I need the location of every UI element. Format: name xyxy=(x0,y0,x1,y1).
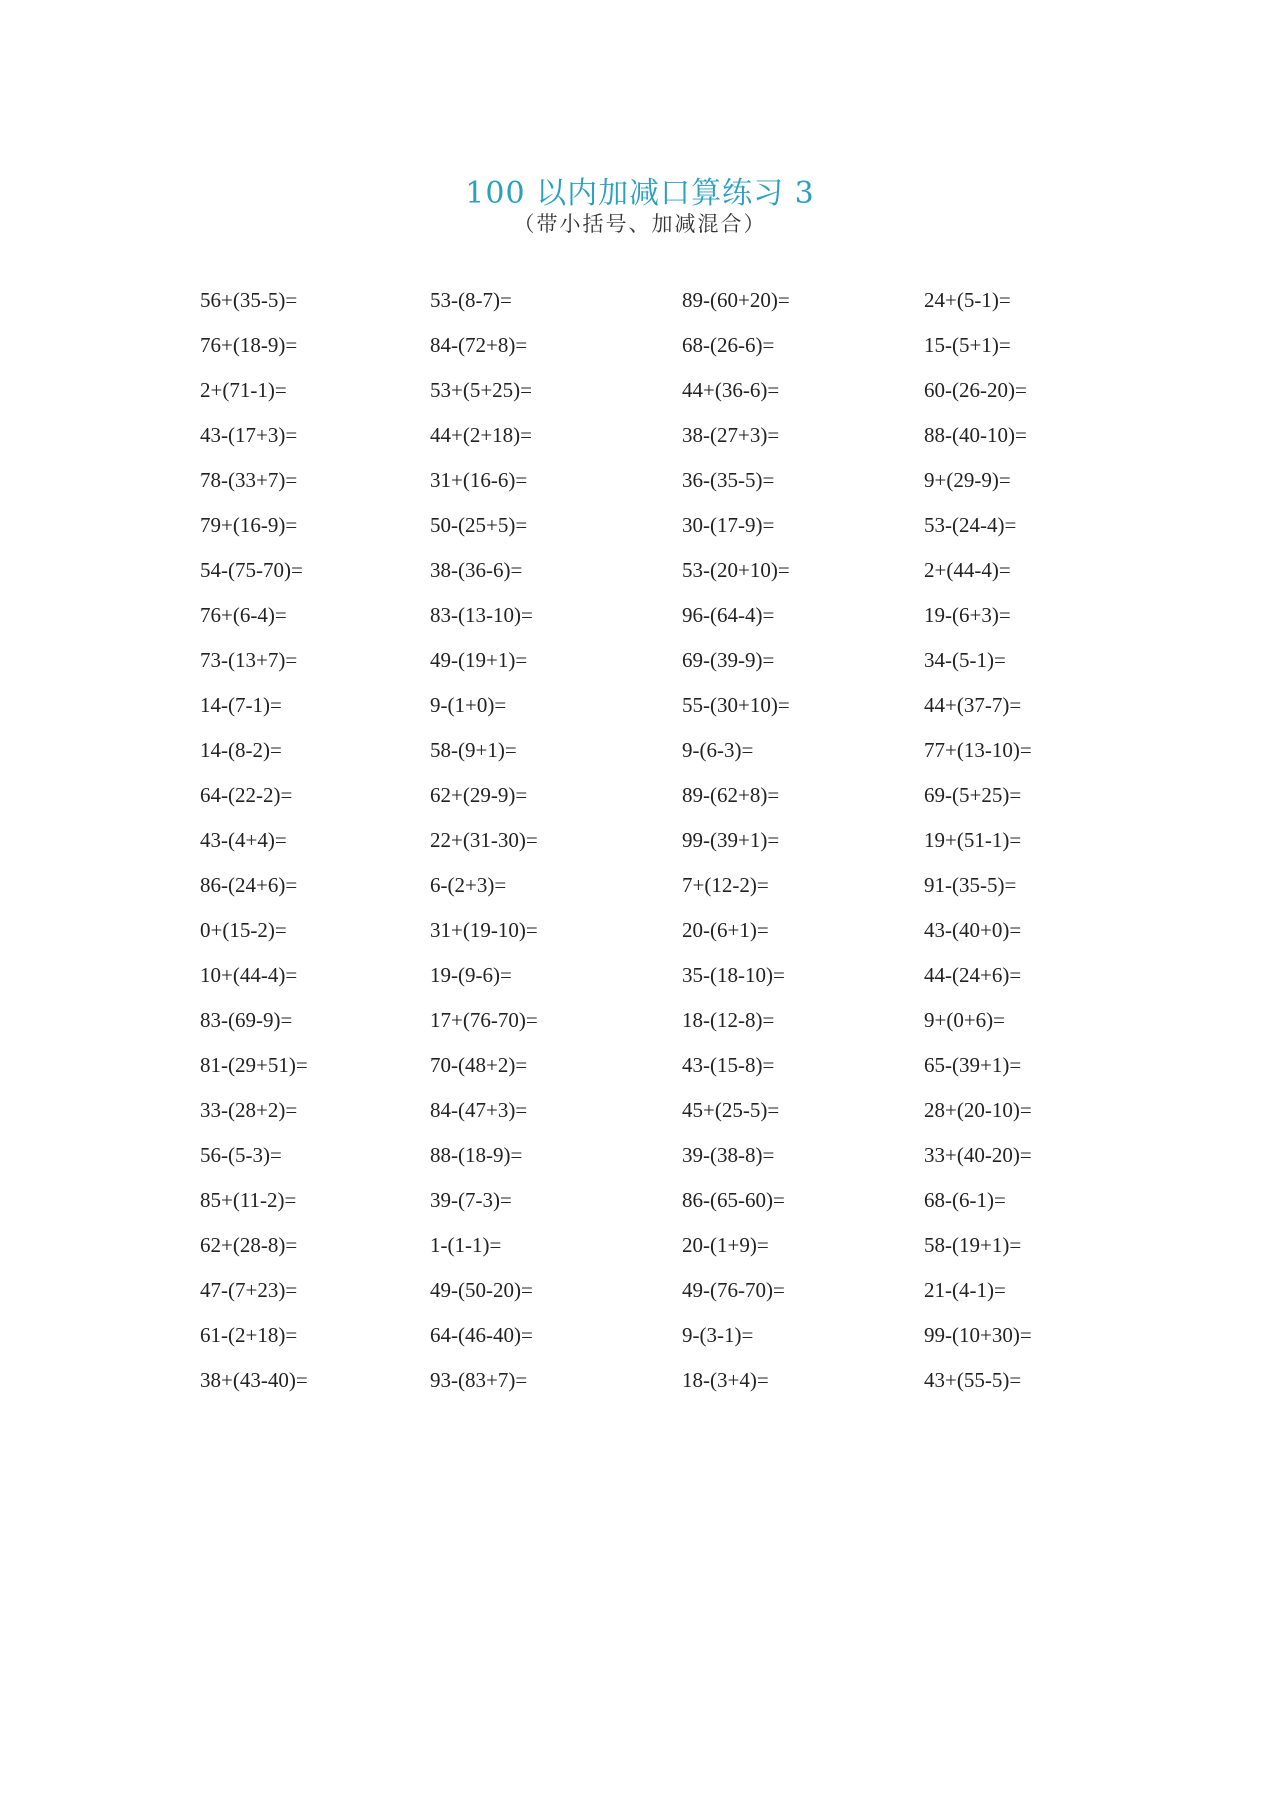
math-problem: 33-(28+2)= xyxy=(200,1098,298,1122)
math-problem: 10+(44-4)= xyxy=(200,963,298,987)
math-problem: 78-(33+7)= xyxy=(200,468,298,492)
math-problem: 19+(51-1)= xyxy=(924,828,1022,852)
math-problem: 44-(24+6)= xyxy=(924,963,1022,987)
math-problem: 2+(44-4)= xyxy=(924,558,1011,582)
math-problem: 0+(15-2)= xyxy=(200,918,287,942)
problem-row xyxy=(200,638,1100,683)
problem-row xyxy=(200,728,1100,773)
math-problem: 99-(39+1)= xyxy=(682,828,780,852)
math-problem: 18-(3+4)= xyxy=(682,1368,769,1392)
math-problem: 31+(16-6)= xyxy=(430,468,528,492)
math-problem: 96-(64-4)= xyxy=(682,603,775,627)
math-problem: 19-(6+3)= xyxy=(924,603,1011,627)
problem-row xyxy=(200,998,1100,1043)
math-problem: 64-(22-2)= xyxy=(200,783,293,807)
math-problem: 2+(71-1)= xyxy=(200,378,287,402)
problem-row xyxy=(200,953,1100,998)
problem-row xyxy=(200,773,1100,818)
problem-row xyxy=(200,1133,1100,1178)
math-problem: 22+(31-30)= xyxy=(430,828,538,852)
math-problem: 85+(11-2)= xyxy=(200,1188,297,1212)
math-problem: 99-(10+30)= xyxy=(924,1323,1032,1347)
problem-row xyxy=(200,1313,1100,1358)
math-problem: 79+(16-9)= xyxy=(200,513,298,537)
math-problem: 86-(24+6)= xyxy=(200,873,298,897)
math-problem: 73-(13+7)= xyxy=(200,648,298,672)
math-problem: 53-(24-4)= xyxy=(924,513,1017,537)
math-problem: 61-(2+18)= xyxy=(200,1323,298,1347)
problem-row xyxy=(200,683,1100,728)
math-problem: 17+(76-70)= xyxy=(430,1008,538,1032)
math-problem: 15-(5+1)= xyxy=(924,333,1011,357)
math-problem: 1-(1-1)= xyxy=(430,1233,502,1257)
problem-row xyxy=(200,413,1100,458)
problem-row xyxy=(200,1088,1100,1133)
problem-row xyxy=(200,1268,1100,1313)
math-problem: 33+(40-20)= xyxy=(924,1143,1032,1167)
math-problem: 45+(25-5)= xyxy=(682,1098,780,1122)
page-subtitle: （带小括号、加减混合） xyxy=(513,212,767,236)
math-problem: 30-(17-9)= xyxy=(682,513,775,537)
math-problem: 44+(37-7)= xyxy=(924,693,1022,717)
math-problem: 68-(6-1)= xyxy=(924,1188,1006,1212)
problem-row xyxy=(200,548,1100,593)
math-problem: 53+(5+25)= xyxy=(430,378,533,402)
math-problem: 84-(72+8)= xyxy=(430,333,528,357)
math-problem: 49-(19+1)= xyxy=(430,648,528,672)
math-problem: 9-(3-1)= xyxy=(682,1323,754,1347)
math-problem: 49-(76-70)= xyxy=(682,1278,785,1302)
math-problem: 7+(12-2)= xyxy=(682,873,769,897)
problem-row xyxy=(200,818,1100,863)
math-problem: 44+(2+18)= xyxy=(430,423,533,447)
math-problem: 47-(7+23)= xyxy=(200,1278,298,1302)
math-problem: 91-(35-5)= xyxy=(924,873,1017,897)
math-problem: 69-(5+25)= xyxy=(924,783,1022,807)
math-problem: 50-(25+5)= xyxy=(430,513,528,537)
math-problem: 43-(4+4)= xyxy=(200,828,287,852)
math-problem: 31+(19-10)= xyxy=(430,918,538,942)
math-problem: 14-(8-2)= xyxy=(200,738,282,762)
math-problem: 77+(13-10)= xyxy=(924,738,1032,762)
math-problem: 43-(17+3)= xyxy=(200,423,298,447)
math-problem: 64-(46-40)= xyxy=(430,1323,533,1347)
math-problem: 43-(15-8)= xyxy=(682,1053,775,1077)
math-problem: 54-(75-70)= xyxy=(200,558,303,582)
math-problem: 89-(60+20)= xyxy=(682,288,790,312)
math-problem: 14-(7-1)= xyxy=(200,693,282,717)
math-problem: 53-(20+10)= xyxy=(682,558,790,582)
math-problem: 83-(69-9)= xyxy=(200,1008,293,1032)
math-problem: 38-(36-6)= xyxy=(430,558,523,582)
math-problem: 36-(35-5)= xyxy=(682,468,775,492)
math-problem: 39-(38-8)= xyxy=(682,1143,775,1167)
math-problem: 34-(5-1)= xyxy=(924,648,1006,672)
math-problem: 9-(1+0)= xyxy=(430,693,507,717)
problem-row xyxy=(200,593,1100,638)
math-problem: 43-(40+0)= xyxy=(924,918,1022,942)
math-problem: 53-(8-7)= xyxy=(430,288,512,312)
math-problem: 76+(6-4)= xyxy=(200,603,287,627)
math-problem: 93-(83+7)= xyxy=(430,1368,528,1392)
problem-row xyxy=(200,458,1100,503)
math-problem: 49-(50-20)= xyxy=(430,1278,533,1302)
problem-row xyxy=(200,503,1100,548)
problem-row xyxy=(200,368,1100,413)
problem-row xyxy=(200,1223,1100,1268)
math-problem: 18-(12-8)= xyxy=(682,1008,775,1032)
math-problem: 35-(18-10)= xyxy=(682,963,785,987)
math-problem: 19-(9-6)= xyxy=(430,963,512,987)
math-problem: 43+(55-5)= xyxy=(924,1368,1022,1392)
math-problem: 38-(27+3)= xyxy=(682,423,780,447)
math-problem: 69-(39-9)= xyxy=(682,648,775,672)
problem-grid xyxy=(200,278,1100,1403)
math-problem: 62+(29-9)= xyxy=(430,783,528,807)
math-problem: 28+(20-10)= xyxy=(924,1098,1032,1122)
math-problem: 88-(18-9)= xyxy=(430,1143,523,1167)
math-problem: 60-(26-20)= xyxy=(924,378,1027,402)
math-problem: 39-(7-3)= xyxy=(430,1188,512,1212)
math-problem: 83-(13-10)= xyxy=(430,603,533,627)
math-problem: 62+(28-8)= xyxy=(200,1233,298,1257)
math-problem: 21-(4-1)= xyxy=(924,1278,1006,1302)
math-problem: 38+(43-40)= xyxy=(200,1368,308,1392)
problem-row xyxy=(200,1358,1100,1403)
problem-row xyxy=(200,323,1100,368)
math-problem: 20-(6+1)= xyxy=(682,918,769,942)
math-problem: 84-(47+3)= xyxy=(430,1098,528,1122)
math-problem: 20-(1+9)= xyxy=(682,1233,769,1257)
math-problem: 86-(65-60)= xyxy=(682,1188,785,1212)
math-problem: 65-(39+1)= xyxy=(924,1053,1022,1077)
page-title: 100 以内加减口算练习 3 xyxy=(465,176,815,211)
problem-row xyxy=(200,908,1100,953)
problem-row xyxy=(200,278,1100,323)
math-problem: 68-(26-6)= xyxy=(682,333,775,357)
math-problem: 6-(2+3)= xyxy=(430,873,507,897)
math-problem: 55-(30+10)= xyxy=(682,693,790,717)
math-problem: 24+(5-1)= xyxy=(924,288,1011,312)
math-problem: 89-(62+8)= xyxy=(682,783,780,807)
math-problem: 81-(29+51)= xyxy=(200,1053,308,1077)
math-problem: 58-(19+1)= xyxy=(924,1233,1022,1257)
math-problem: 56+(35-5)= xyxy=(200,288,298,312)
math-problem: 9+(29-9)= xyxy=(924,468,1011,492)
math-problem: 70-(48+2)= xyxy=(430,1053,528,1077)
math-problem: 76+(18-9)= xyxy=(200,333,298,357)
math-problem: 56-(5-3)= xyxy=(200,1143,282,1167)
math-problem: 9+(0+6)= xyxy=(924,1008,1006,1032)
problem-row xyxy=(200,1043,1100,1088)
math-problem: 9-(6-3)= xyxy=(682,738,754,762)
math-problem: 88-(40-10)= xyxy=(924,423,1027,447)
problem-row xyxy=(200,863,1100,908)
problem-row xyxy=(200,1178,1100,1223)
math-problem: 58-(9+1)= xyxy=(430,738,517,762)
math-problem: 44+(36-6)= xyxy=(682,378,780,402)
